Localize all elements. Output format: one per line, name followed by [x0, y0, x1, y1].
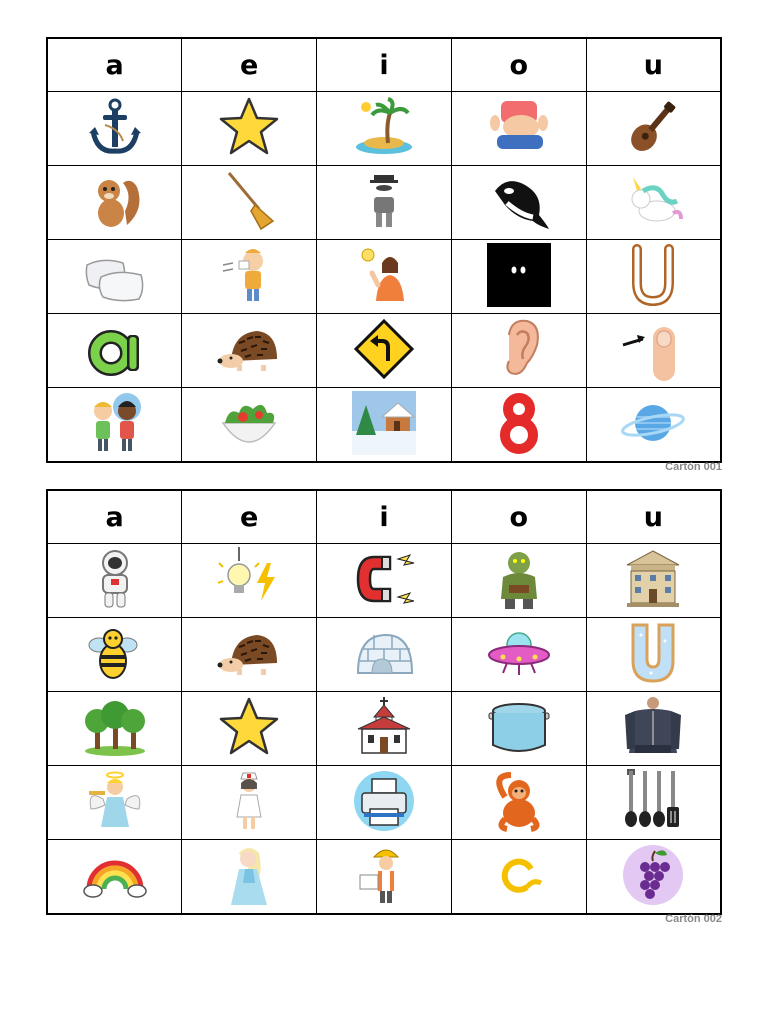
invisible-man-icon [352, 169, 416, 233]
ogre-icon [487, 547, 551, 611]
magnet-icon [352, 547, 416, 611]
grid-cell [586, 240, 721, 314]
grid-cell [451, 314, 586, 388]
grid-cell [451, 166, 586, 240]
bingo-grid [46, 489, 722, 915]
grid-cell [317, 388, 452, 463]
grid-cell [182, 766, 317, 840]
bingo-card-2 [46, 489, 722, 925]
grid-row [47, 544, 721, 618]
friends-icon [83, 391, 147, 455]
grid-cell [586, 166, 721, 240]
grid-row [47, 92, 721, 166]
trees-icon [83, 695, 147, 759]
header-u: u [586, 38, 721, 92]
squirrel-icon [83, 169, 147, 233]
grid-cell [317, 840, 452, 915]
grid-cell [182, 840, 317, 915]
grid-cell [47, 544, 182, 618]
orangutan-icon [487, 769, 551, 833]
header-i: i [317, 38, 452, 92]
salad-icon [217, 391, 281, 455]
sneeze-icon [217, 243, 281, 307]
grid-cell [182, 618, 317, 692]
grid-cell [451, 618, 586, 692]
grid-cell [317, 766, 452, 840]
grid-cell [182, 240, 317, 314]
belly-icon [487, 95, 551, 159]
hedgehog-icon [217, 621, 281, 685]
rainbow-icon [83, 843, 147, 907]
igloo-icon [352, 621, 416, 685]
grid-cell [182, 166, 317, 240]
grid-row [47, 314, 721, 388]
anchor-icon [83, 95, 147, 159]
grid-cell [182, 544, 317, 618]
grid-cell [586, 840, 721, 915]
grid-cell [586, 544, 721, 618]
church-icon [352, 695, 416, 759]
turn-sign-icon [352, 317, 416, 381]
header-i: i [317, 490, 452, 544]
grid-cell [317, 314, 452, 388]
grid-cell [317, 240, 452, 314]
grid-cell [47, 314, 182, 388]
header-o: o [451, 38, 586, 92]
grapes-icon [621, 843, 685, 907]
u-cookie-icon [621, 621, 685, 685]
winter-icon [352, 391, 416, 455]
grid-cell [451, 840, 586, 915]
ear-icon [487, 317, 551, 381]
lightbulb-icon [217, 547, 281, 611]
planet-icon [621, 391, 685, 455]
grid-cell [47, 166, 182, 240]
letter-o-icon [487, 843, 551, 907]
grid-cell [47, 92, 182, 166]
header-u: u [586, 490, 721, 544]
island-icon [352, 95, 416, 159]
pillows-icon [83, 243, 147, 307]
hedgehog-icon [217, 317, 281, 381]
header-e: e [182, 490, 317, 544]
grid-cell [182, 314, 317, 388]
fingernail-icon [621, 317, 685, 381]
ukulele-icon [621, 95, 685, 159]
grid-cell [182, 92, 317, 166]
grid-cell [586, 92, 721, 166]
engineer-icon [352, 843, 416, 907]
grid-row [47, 766, 721, 840]
grid-cell [47, 240, 182, 314]
elsa-icon [217, 843, 281, 907]
grid-cell [451, 388, 586, 463]
bee-icon [83, 621, 147, 685]
grid-row [47, 388, 721, 463]
nurse-icon [217, 769, 281, 833]
grid-cell [586, 692, 721, 766]
grid-cell [47, 618, 182, 692]
star-icon [217, 95, 281, 159]
grid-cell [317, 544, 452, 618]
grid-cell [586, 314, 721, 388]
letter-a-icon [83, 317, 147, 381]
printer-icon [352, 769, 416, 833]
grid-row [47, 166, 721, 240]
header-row [47, 38, 721, 92]
grid-cell [182, 692, 317, 766]
grid-cell [451, 692, 586, 766]
header-o: o [451, 490, 586, 544]
card-label: Cartón 002 [665, 913, 722, 925]
grid-cell [586, 618, 721, 692]
unicorn-icon [621, 169, 685, 233]
card-label: Cartón 001 [665, 461, 722, 473]
header-a: a [47, 38, 182, 92]
grid-cell [47, 692, 182, 766]
grid-cell [451, 92, 586, 166]
darkness-icon [487, 243, 551, 307]
ufo-icon [487, 621, 551, 685]
header-a: a [47, 490, 182, 544]
jacket-icon [621, 695, 685, 759]
header-row [47, 490, 721, 544]
grid-cell [317, 692, 452, 766]
grid-row [47, 840, 721, 915]
bingo-card-1 [46, 37, 722, 473]
grid-row [47, 240, 721, 314]
grid-cell [317, 618, 452, 692]
grid-cell [47, 840, 182, 915]
grid-cell [451, 544, 586, 618]
number-eight-icon [487, 391, 551, 455]
letter-u-icon [621, 243, 685, 307]
grid-cell [317, 92, 452, 166]
grid-cell [182, 388, 317, 463]
pot-icon [487, 695, 551, 759]
utensils-icon [621, 769, 685, 833]
broom-icon [217, 169, 281, 233]
orca-icon [487, 169, 551, 233]
grid-cell [586, 766, 721, 840]
university-icon [621, 547, 685, 611]
idea-icon [352, 243, 416, 307]
grid-cell [586, 388, 721, 463]
bingo-grid [46, 37, 722, 463]
grid-cell [451, 766, 586, 840]
star-icon [217, 695, 281, 759]
grid-cell [47, 388, 182, 463]
header-e: e [182, 38, 317, 92]
grid-row [47, 692, 721, 766]
grid-cell [451, 240, 586, 314]
angel-icon [83, 769, 147, 833]
grid-row [47, 618, 721, 692]
grid-cell [317, 166, 452, 240]
astronaut-icon [83, 547, 147, 611]
grid-cell [47, 766, 182, 840]
